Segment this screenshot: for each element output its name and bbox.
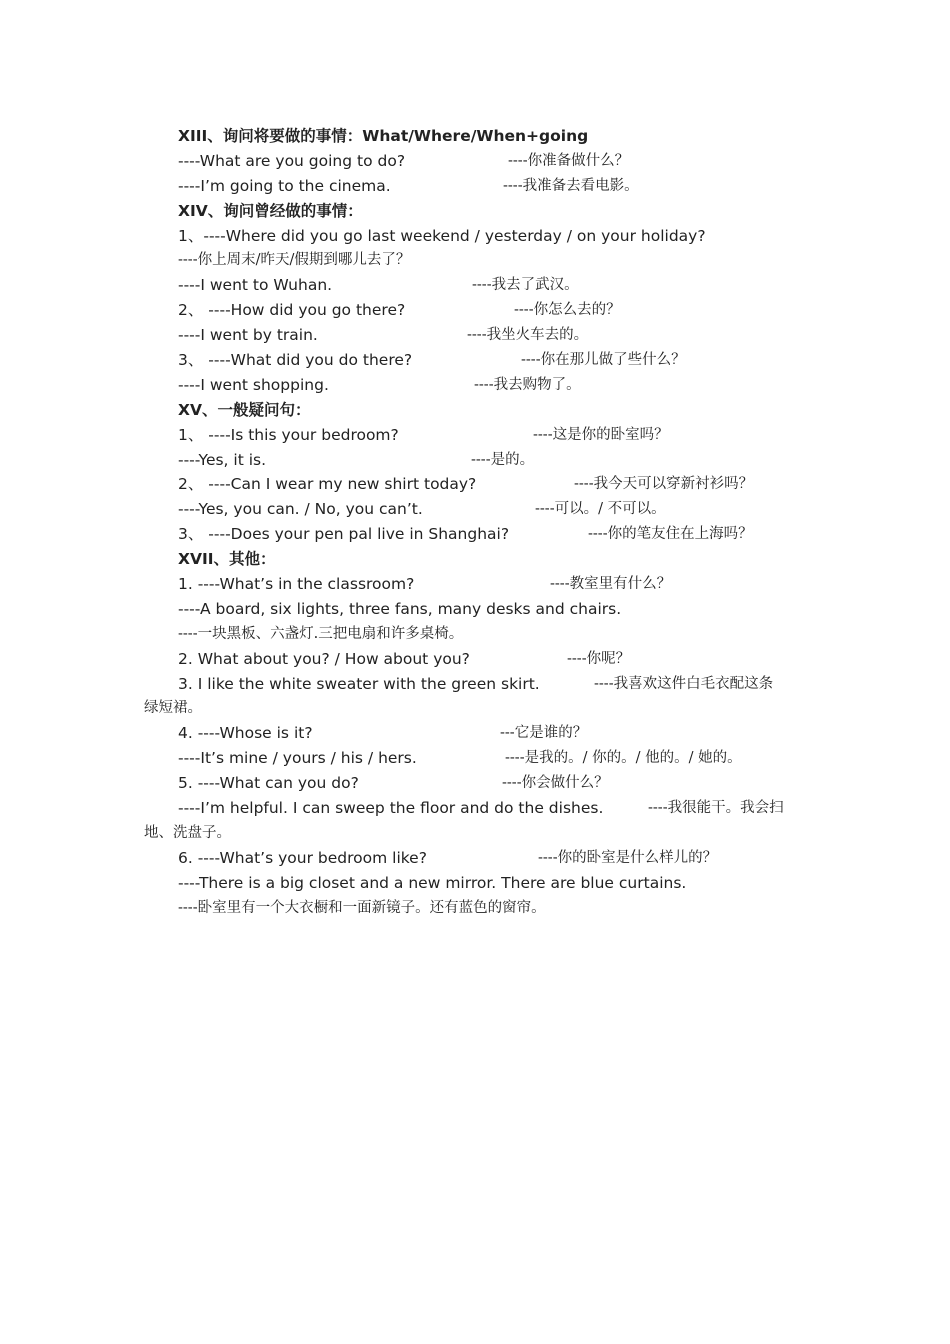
english-text: 2、 ----Can I wear my new shirt today? [178,475,477,494]
dialogue-line [144,174,814,199]
english-text: 3. I like the white sweater with the green skirt. [178,674,540,693]
english-text: ----I’m helpful. I can sweep the floor and do the dishes. [178,799,604,818]
dialogue-line [144,522,814,547]
chinese-translation: ----你准备做什么？ [508,152,630,169]
chinese-translation: ----你会做什么？ [502,775,609,792]
dialogue-line [144,846,814,871]
chinese-translation-continued: 地、洗盘子。 [144,824,231,841]
english-text: 2、 ----How did you go there? [178,301,406,320]
section-heading-xiv: XIV、询问曾经做的事情： [178,201,363,220]
section-heading-xv: XV、一般疑问句： [178,400,311,419]
chinese-translation: ----你的笔友住在上海吗？ [588,526,753,543]
dialogue-line [144,348,814,373]
chinese-translation: ----教室里有什么？ [550,576,672,593]
chinese-translation: ---它是谁的？ [500,725,588,742]
dialogue-line [144,149,814,174]
dialogue-line [144,323,814,348]
dialogue-line [144,672,814,697]
chinese-translation: ----我准备去看电影。 [503,177,639,194]
dialogue-line [144,771,814,796]
english-text: ----I went to Wuhan. [178,276,333,295]
english-text: ----It’s mine / yours / his / hers. [178,749,417,768]
dialogue-line [144,423,814,448]
dialogue-line [144,448,814,473]
english-text: ----I went by train. [178,326,318,345]
chinese-translation: ----我去了武汉。 [472,277,579,294]
english-text: 2. What about you? / How about you? [178,649,470,668]
english-text: 1. ----What’s in the classroom? [178,575,415,594]
english-text: ----What are you going to do? [178,151,406,170]
english-text: 3、 ----What did you do there? [178,351,413,370]
chinese-translation: ----是我的。/ 你的。/ 他的。/ 她的。 [505,750,742,767]
dialogue-line: 1、----Where did you go last weekend / yesterday / on your holiday? [178,226,706,245]
chinese-translation: ----你怎么去的？ [514,302,621,319]
english-text: 3、 ----Does your pen pal live in Shanghai? [178,525,510,544]
dialogue-line [144,373,814,398]
dialogue-line [144,273,814,298]
chinese-translation: ----你在那儿做了些什么？ [521,352,686,369]
dialogue-line [144,298,814,323]
chinese-translation: ----卧室里有一个大衣橱和一面新镜子。还有蓝色的窗帘。 [178,899,546,916]
english-text: ----Yes, you can. / No, you can’t. [178,500,423,519]
section-heading-xvii: XVII、其他： [178,550,276,569]
dialogue-line: ----A board, six lights, three fans, many desks and chairs. [178,599,622,618]
chinese-translation: ----这是你的卧室吗？ [533,426,669,443]
chinese-translation: ----我去购物了。 [474,376,581,393]
english-text: ----Yes, it is. [178,450,267,469]
chinese-translation: ----我很能干。我会扫 [648,800,784,817]
chinese-translation-continued: 绿短裙。 [144,700,202,717]
chinese-translation: ----我喜欢这件白毛衣配这条 [594,675,774,692]
dialogue-line [144,497,814,522]
chinese-translation: ----是的。 [471,451,535,468]
chinese-translation: ----我坐火车去的。 [467,327,589,344]
chinese-translation: ----我今天可以穿新衬衫吗？ [574,476,754,493]
english-text: ----I’m going to the cinema. [178,176,391,195]
dialogue-line [144,721,814,746]
english-text: ----I went shopping. [178,375,329,394]
document-body [144,124,814,921]
english-text: 4. ----Whose is it? [178,724,313,743]
dialogue-line: ----There is a big closet and a new mirror. There are blue curtains. [178,873,687,892]
dialogue-line [144,572,814,597]
chinese-translation: ----你的卧室是什么样儿的？ [538,849,718,866]
chinese-translation: ----你上周末/昨天/假期到哪儿去了？ [178,252,411,269]
dialogue-line [144,796,814,821]
english-text: 1、 ----Is this your bedroom? [178,425,399,444]
dialogue-line [144,472,814,497]
section-heading-xiii: XIII、询问将要做的事情：What/Where/When+going [178,127,589,145]
english-text: 5. ----What can you do? [178,774,359,793]
english-text: 6. ----What’s your bedroom like? [178,848,427,867]
dialogue-line [144,647,814,672]
dialogue-line [144,746,814,771]
chinese-translation: ----可以。/ 不可以。 [535,501,666,518]
chinese-translation: ----一块黑板、六盏灯.三把电扇和许多桌椅。 [178,625,464,642]
chinese-translation: ----你呢？ [567,650,631,667]
